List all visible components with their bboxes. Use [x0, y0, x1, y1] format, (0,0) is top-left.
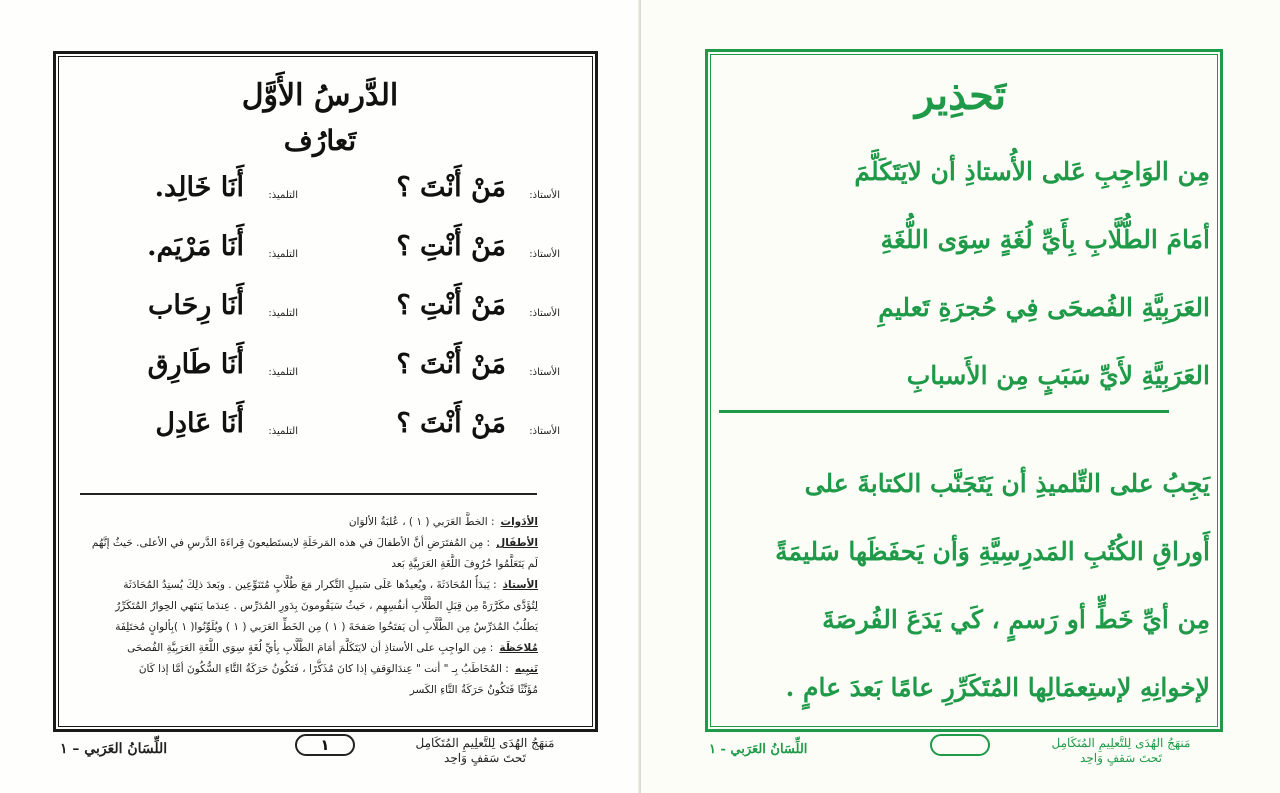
note-line — [80, 617, 538, 638]
warning-line: مِن الوَاجِبِ عَلى الأُستاذِ أن لايَتَكَلَّمَ — [854, 157, 1210, 186]
page-number — [930, 734, 990, 756]
note-key: تَنبِيه — [514, 663, 538, 675]
teacher-line: مَنْ أَنْتِ ؟ — [396, 290, 506, 321]
dialog-row — [80, 408, 560, 467]
lesson-subtitle: تَعارُف — [283, 124, 357, 157]
warning-line: العَرَبِيَّةِ الفُصحَى فِي حُجرَةِ تَعليمِ — [878, 293, 1210, 322]
series-name — [395, 736, 575, 766]
dialog-row — [80, 231, 560, 290]
series-line-1: مَنهَجُ الهُدَى لِلتَّعلِيمِ المُتَكَامِل — [415, 736, 555, 750]
page-number: ١ — [295, 734, 355, 756]
student-line: أَنَا خَالِد. — [154, 172, 244, 203]
section-divider — [719, 410, 1169, 413]
note-line — [80, 575, 538, 596]
section-divider — [80, 493, 537, 495]
note-text: : مِن الواجِبِ على الأستاذِ أن لايَتَكَلَّمَ أمَامَ الطُّلَّابِ بِأيِّ لُغَةٍ سِوَى اللُّغَةِ العَرَبِيَّةِ الفُصحَى — [127, 642, 494, 654]
lesson-title: الدَّرسُ الأَوَّل — [241, 78, 399, 113]
warning-title: تَحذِير — [914, 72, 1007, 119]
note-text: يَطلُبُ المُدَرِّسُ مِن الطُّلَّابِ أن يَفتَحُوا صَفحَةَ ( ١ ) مِن الخَطِّ العَرَبي ( ١ ) ويُلَوِّنُوا( ١ )بِألوانٍ مُختَلِفَة — [115, 621, 538, 633]
student-line: أَنَا رِحَاب — [147, 290, 244, 321]
teacher-line: مَنْ أَنْتَ ؟ — [396, 408, 506, 439]
book-title: اللِّسَانُ العَرَبي - ١ — [709, 742, 808, 757]
series-line-2: تَحتَ سَقفٍ وَاحِد — [444, 751, 526, 765]
note-line — [80, 554, 538, 575]
dialog — [80, 172, 560, 467]
note-text: : المُخَاطَبُ بِـ " أنت " عِندَالوَقفِ إذا كانَ مُذَكَّرًا ، فَتَكُونُ حَرَكَةُ التَّاءِ السُّكُونَ أمَّا إذا كَانَ — [138, 663, 509, 675]
series-name — [1031, 736, 1211, 766]
student-line: أَنَا عَادِل — [155, 408, 244, 439]
note-text: لَم يَتَعَلَّمُوا حُرُوفَ اللُّغَةِ العَرَبِيَّةِ بَعد — [391, 558, 538, 570]
instruction-line: يَجِبُ على التِّلميذِ أن يَتَجَنَّب الكتابةَ على — [804, 469, 1210, 498]
instruction-line: لإخوانِهِ لإستِعمَالِها المُتَكَرِّرِ عامًا بَعدَ عامٍ . — [785, 673, 1210, 702]
right-page — [641, 0, 1280, 793]
student-label: التلميذ: — [268, 308, 298, 319]
teacher-label: الأستاذ: — [529, 249, 560, 260]
note-text: : يَبدَأُ المُحَادَثَةَ ، ويُعيدُها عَلَى سَبيلِ التَّكرار مَعَ طُلَّابٍ مُتَنَوِّعِين . وبَعدَ ذلِكَ يُسنِدُ المُحَادَثَة — [123, 579, 497, 591]
teacher-label: الأستاذ: — [529, 367, 560, 378]
note-key: مُلاحَظَة — [499, 642, 538, 654]
teacher-label: الأستاذ: — [529, 426, 560, 437]
note-line — [80, 596, 538, 617]
student-label: التلميذ: — [268, 367, 298, 378]
instruction-line: مِن أيِّ خَطٍّ أو رَسمٍ ، كَي يَدَعَ الفُرصَةَ — [822, 605, 1210, 634]
teacher-label: الأستاذ: — [529, 308, 560, 319]
series-line-2: تَحتَ سَقفٍ وَاحِد — [1080, 751, 1162, 765]
note-text: : الخطُّ العَرَبي ( ١ ) ، عُلبَةُ الألوَان — [348, 516, 495, 528]
teacher-notes — [80, 512, 538, 701]
dialog-row — [80, 172, 560, 231]
teacher-line: مَنْ أَنْتِ ؟ — [396, 231, 506, 262]
warning-line: أمَامَ الطُّلَّابِ بِأَيِّ لُغَةٍ سِوَى اللُّغَةِ — [880, 225, 1210, 254]
student-line: أَنَا طَارِق — [147, 349, 244, 380]
student-label: التلميذ: — [268, 426, 298, 437]
note-key: الأطفَال — [496, 537, 538, 549]
teacher-warning — [770, 138, 1210, 410]
note-line — [80, 512, 538, 533]
book-title: اللِّسَانُ العَرَبي – ١ — [60, 741, 168, 757]
note-text: : مِن المُفتَرَضِ أنَّ الأطفالَ في هذه المَرحَلَةِ لايستَطيعونَ قِراءَةَ الدَّرسِ في الأعلى. حَيثُ إنَّهُم — [91, 537, 491, 549]
dialog-row — [80, 290, 560, 349]
student-instruction — [770, 450, 1210, 722]
note-line — [80, 638, 538, 659]
warning-line: العَرَبِيَّةِ لأَيِّ سَبَبٍ مِن الأَسبابِ — [906, 361, 1210, 390]
note-key: الأدَوات — [500, 516, 538, 528]
note-key: الأستاذ — [502, 579, 538, 591]
student-line: أَنَا مَرْيَم. — [147, 231, 244, 262]
instruction-line: أَوراقِ الكُتُبِ المَدرِسِيَّةِ وَأن يَحفَظَها سَليمَةً — [775, 537, 1210, 566]
note-text: لِتُؤَدَّى مكَرَّرَةً مِن قِبَلِ الطُّلَّابِ أنفُسِهِم ، حَيثُ سَيَقُومونَ بِدَورِ المُدَرِّس . عِندَما يَنتَهي الحِوارُ المُتَكَرِّرُ — [115, 600, 538, 612]
note-line — [80, 659, 538, 680]
note-line — [80, 680, 538, 701]
dialog-row — [80, 349, 560, 408]
teacher-line: مَنْ أَنْتَ ؟ — [396, 349, 506, 380]
teacher-label: الأستاذ: — [529, 190, 560, 201]
note-text: مُؤَنَّثًا فَتَكُونُ حَرَكَةُ التَّاءِ الكَسر — [409, 684, 538, 696]
teacher-line: مَنْ أَنْتَ ؟ — [396, 172, 506, 203]
student-label: التلميذ: — [268, 190, 298, 201]
series-line-1: مَنهَجُ الهُدَى لِلتَّعلِيمِ المُتَكَامِل — [1051, 736, 1191, 750]
note-line — [80, 533, 538, 554]
student-label: التلميذ: — [268, 249, 298, 260]
